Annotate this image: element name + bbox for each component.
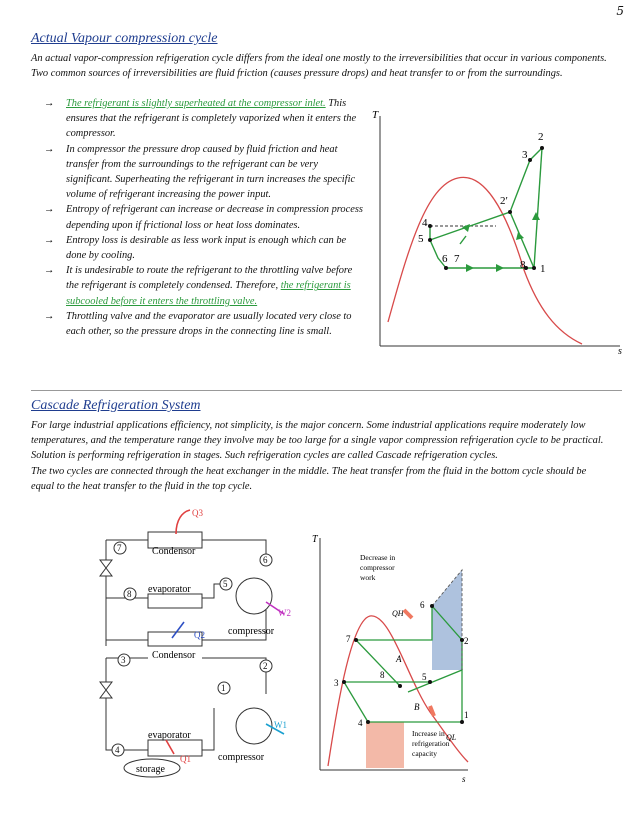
label: evaporator <box>148 730 191 741</box>
note-top: compressor <box>360 563 395 572</box>
q3-label: Q3 <box>192 508 203 518</box>
node-label: 3 <box>121 655 126 665</box>
ql-arrow <box>430 706 434 716</box>
cycle-path <box>430 160 530 240</box>
section-title-actual-cycle: Actual Vapour compression cycle <box>31 31 218 46</box>
label: evaporator <box>148 584 191 595</box>
node-label: 1 <box>221 683 226 693</box>
intro-text: An actual vapor-compression refrigeration cycle differs from the ideal one mostly to the irreversibilities that occur in various components. Two common sources of irreversibilities are fluid friction (causes pressure drops) and heat transfer to or from the surroundings. <box>31 53 607 80</box>
point-label: 5 <box>422 672 427 682</box>
t-axis-label: T <box>372 109 379 121</box>
point-label: 3 <box>522 149 528 161</box>
page-number: 5 <box>616 4 624 18</box>
arrow-icon: → <box>44 310 55 322</box>
state-point <box>540 146 544 150</box>
node-label: 6 <box>263 555 268 565</box>
node-label: 5 <box>223 579 228 589</box>
intro-paragraph <box>31 51 611 81</box>
state-point <box>528 158 532 162</box>
section-title-cascade: Cascade Refrigeration System <box>31 398 201 413</box>
bullet-item <box>44 233 366 263</box>
compressor-top <box>236 578 272 614</box>
section-divider <box>31 390 622 391</box>
state-point <box>532 266 536 270</box>
bullet-item <box>44 263 366 309</box>
bullet-list <box>44 96 366 339</box>
state-point <box>460 720 464 724</box>
label: compressor <box>218 752 265 763</box>
note-bottom: refrigeration <box>412 739 450 748</box>
region-b-label: B <box>414 702 420 712</box>
cycle-path <box>530 148 542 160</box>
point-label: 7 <box>454 253 460 265</box>
cycle-path <box>460 236 466 244</box>
flow-arrow <box>462 224 470 232</box>
bullet-text: Throttling valve and the evaporator are usually located very close to each other, so the pressure drops in the connecting line is small. <box>66 310 352 338</box>
flow-arrow <box>496 264 504 272</box>
note-top: work <box>360 573 376 582</box>
w1-label: W1 <box>274 720 287 730</box>
cascade-schematic <box>94 506 308 782</box>
state-point <box>354 638 358 642</box>
bullet-text: Entropy loss is desirable as less work input is enough which can be done by cooling. <box>66 234 347 262</box>
evaporator-top <box>148 594 202 608</box>
bullet-text: This ensures that the refrigerant is completely vaporized when it enters the compressor. <box>66 98 357 140</box>
cascade-text: For large industrial applications efficiency, not simplicity, is the major concern. Some industrial applications require moderately low temperatures, and the temperature range they involve may be too large for a single vapor compression refrigeration cycle to be practical. Solution is performing refrigeration in stages. Such refrigeration cycles are called Cascade refrigeration cycles. <box>31 420 604 462</box>
green-highlight: the refrigerant is subcooled before it enters the throttling valve. <box>66 280 351 307</box>
state-point <box>428 224 432 228</box>
state-point <box>430 604 434 608</box>
flow-arrow <box>532 212 540 220</box>
label: storage <box>136 764 165 775</box>
bullet-item <box>44 142 366 203</box>
capacity-increase-area <box>366 722 404 768</box>
saturation-dome <box>388 177 582 344</box>
q1-label: Q1 <box>180 754 191 764</box>
state-point <box>508 210 512 214</box>
qh-label: QH <box>392 609 404 618</box>
point-label: 4 <box>422 217 428 229</box>
point-label: 2 <box>538 131 544 143</box>
flow-arrow <box>466 264 474 272</box>
node-label: 4 <box>115 745 120 755</box>
w2-label: W2 <box>278 608 291 618</box>
compressor-bottom <box>236 708 272 744</box>
ts-diagram-cascade <box>308 530 478 792</box>
point-label: 6 <box>442 253 448 265</box>
point-label: 2′ <box>500 195 508 207</box>
state-point <box>428 238 432 242</box>
q2-label: Q2 <box>194 630 205 640</box>
q3-arrow <box>176 510 190 534</box>
point-label: 4 <box>358 718 363 728</box>
state-point <box>428 680 432 684</box>
bullet-item <box>44 202 366 232</box>
bullet-item <box>44 309 366 339</box>
note-top: Decrease in <box>360 553 396 562</box>
green-highlight: The refrigerant is slightly superheated at the compressor inlet. <box>66 98 326 109</box>
node-label: 7 <box>117 543 122 553</box>
point-label: 5 <box>418 233 424 245</box>
compressor-work-saving-area <box>432 570 462 670</box>
pipe <box>106 658 266 694</box>
cascade-text: The two cycles are connected through the heat exchanger in the middle. The heat transfer from the fluid in the bottom cycle should be equal to the heat transfer to the fluid in the top cycle. <box>31 465 587 492</box>
cycle-path <box>534 148 542 268</box>
note-bottom: Increase in <box>412 729 445 738</box>
ql-label: QL <box>446 733 457 742</box>
arrow-icon: → <box>44 143 55 155</box>
bullet-text: It is undesirable to route the refrigerant to the throttling valve before the refrigerant is completely condensed. Therefore, <box>66 265 353 292</box>
cascade-paragraph <box>31 418 611 494</box>
point-label: 8 <box>520 259 526 271</box>
point-label: 6 <box>420 600 425 610</box>
state-point <box>398 684 402 688</box>
throttle-valve <box>100 560 112 576</box>
s-axis-label: s <box>618 346 622 356</box>
cycle-path <box>344 682 368 722</box>
bullet-text: In compressor the pressure drop caused by fluid friction and heat transfer from the surroundings to the refrigerant can be very significant. Superheating the refrigerant in turn increases the specific volume of refrigerant increasing the power input. <box>66 143 356 201</box>
t-axis-label: T <box>312 534 318 545</box>
flow-arrow <box>516 232 524 240</box>
point-label: 3 <box>334 678 339 688</box>
arrow-icon: → <box>44 234 55 246</box>
state-point <box>444 266 448 270</box>
cycle-path <box>356 640 400 686</box>
point-label: 1 <box>464 710 469 720</box>
label: Condensor <box>152 650 196 661</box>
bullet-text: Entropy of refrigerant can increase or decrease in compression process depending upon if frictional loss or heat loss dominates. <box>66 204 363 231</box>
s-axis-label: s <box>462 774 466 784</box>
point-label: 2 <box>464 636 469 646</box>
note-bottom: capacity <box>412 749 437 758</box>
qh-arrow <box>404 610 412 618</box>
label: Condensor <box>152 546 196 557</box>
arrow-icon: → <box>44 204 55 216</box>
bullet-item <box>44 96 366 142</box>
state-point <box>342 680 346 684</box>
node-label: 2 <box>263 661 268 671</box>
node-label: 8 <box>127 589 132 599</box>
point-label: 7 <box>346 634 351 644</box>
evaporator-bottom <box>148 740 202 756</box>
label: compressor <box>228 626 275 637</box>
throttle-valve <box>100 682 112 698</box>
point-label: 8 <box>380 670 385 680</box>
region-a-label: A <box>396 654 402 664</box>
point-label: 1 <box>540 263 546 275</box>
arrow-icon: → <box>44 98 55 109</box>
ts-diagram-actual-cycle <box>366 100 628 356</box>
arrow-icon: → <box>44 265 55 277</box>
state-point <box>366 720 370 724</box>
